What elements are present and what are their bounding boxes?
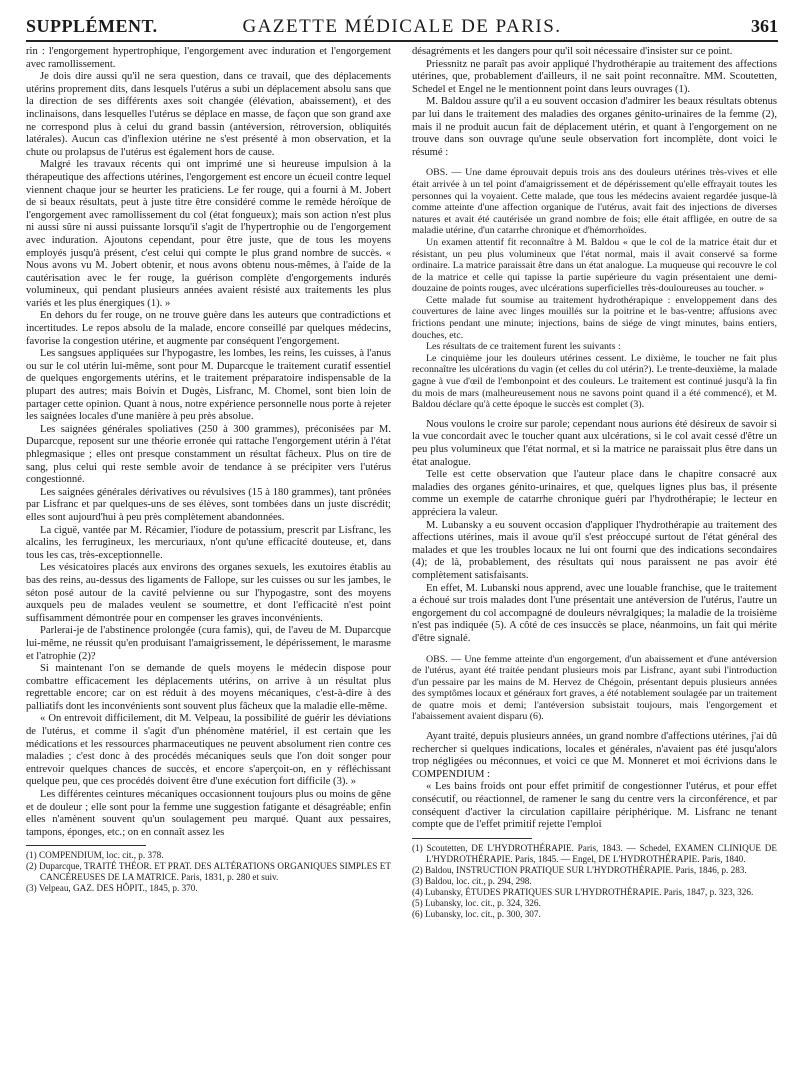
observation-lubansky <box>412 654 777 724</box>
footnote: (4) Lubansky, ÉTUDES PRATIQUES SUR L'HYDROTHÉRAPIE. Paris, 1847, p. 323, 326. <box>412 886 754 897</box>
paragraph: M. Baldou assure qu'il a eu souvent occasion d'admirer les beaux résultats obtenus par lui dans le traitement des maladies des organes génito-urinaires de la femme (2), mais il ne produit aucun fait de déplacement utérin, et quant à l'engorgement on ne trouve dans son ouvrage qu'une seule observation fort incomplète, dont voici le résumé : <box>412 96 777 158</box>
paragraph: « On entrevoit difficilement, dit M. Velpeau, la possibilité de guérir les déviations de l'utérus, et comme il s'agit d'un phénomène matériel, il est certain que les médications et les ressources pharmaceutiques ne peuvent absolument rien contre ces maladies ; c'est donc à des procédés mécaniques seuls que l'on doit songer pour entrevoir quelques chances de succès, et encore s'aperçoit-on, en y réfléchissant quelque peu, que ces procédés doivent être d'une exécution fort difficile (3). » <box>26 713 391 788</box>
observation-paragraph: OBS. — Une dame éprouvait depuis trois ans des douleurs utérines très-vives et elle était arrivée à un tel point d'amaigrissement et de dépérissement qu'elle effrayait toutes les personnes qui la voyaient. Cette malade, que tous les médecins avaient regardée jusque-là comme atteinte d'une affection organique de l'utérus, avait fait des injections de diverses natures et avait été cautérisée un grand nombre de fois; elle était affligée, en outre de sa maladie utérine, d'un catarrhe chronique et d'hémorrhoïdes. <box>412 167 777 237</box>
paragraph: « Les bains froids ont pour effet primitif de congestionner l'utérus, et pour effet consécutif, ou réactionnel, de ramener le sang du centre vers la circonférence, et par conséquent d'activer la circulation capillaire périphérique. M. Lisfranc ne tenant compte que de l'effet primitif rejette l'emploi <box>412 781 777 831</box>
paragraph: Malgré les travaux récents qui ont imprimé une si heureuse impulsion à la thérapeutique des affections utérines, l'engorgement est encore un écueil contre lequel viennent chaque jour se heurter les praticiens. Le fer rouge, qui a fourni à M. Jobert de si beaux résultats, peut à juste titre être considéré comme le remède héroïque de l'engorgement avec ramollissement du col (état fongueux); mais son action n'est plus ni aussi sûre ni aussi puissante lorsqu'il s'agit de l'hypertrophie ou de l'engorgement avec induration. Ajoutons cependant, pour être juste, que de tous les moyens employés jusqu'à présent, c'est celui qui compte le plus grand nombre de succès. « Nous avons vu M. Jobert obtenir, et nous avons obtenu nous-mêmes, à l'aide de la cautérisation avec le fer rouge, la guérison complète d'engorgements indurés volumineux, qui pendant plusieurs années avaient résisté aux traitements les plus variés et les plus énergiques (1). » <box>26 159 391 309</box>
paragraph: La ciguë, vantée par M. Récamier, l'iodure de potassium, prescrit par Lisfranc, les alcalins, les ferrugineux, les mercuriaux, n'ont qu'une efficacité douteuse, et, dans tous les cas, très-exceptionnelle. <box>26 524 391 561</box>
footnote: (1) COMPENDIUM, loc. cit., p. 378. <box>26 850 164 861</box>
footnote: (5) Lubansky, loc. cit., p. 324, 326. <box>412 897 541 908</box>
paragraph: Les sangsues appliquées sur l'hypogastre, les lombes, les reins, les cuisses, à l'anus ou sur le col utérin lui-même, sont pour M. Duparcque le traitement curatif essentiel de quelques engorgements utérins, et le traitement préparatoire indispensable de la plupart des autres; mais Boivin et Dugès, Lisfranc, M. Chomel, sont bien loin de partager cette opinion. Quant à nous, notre expérience personnelle nous porte à rejeter les saignées locales d'une manière à peu près absolue. <box>26 348 391 423</box>
paragraph: En dehors du fer rouge, on ne trouve guère dans les auteurs que contradictions et incertitudes. Le repos absolu de la malade, encore conseillé par quelques médecins, favorise la congestion utérine, et augmente par conséquent l'engorgement. <box>26 310 391 347</box>
footnote: (2) Duparcque, TRAITÉ THÉOR. ET PRAT. DES ALTÉRATIONS ORGANIQUES SIMPLES ET CANCÉREUSES DE LA MATRICE. Paris, 1831, p. 280 et suiv. <box>26 861 391 883</box>
paragraph: Parlerai-je de l'abstinence prolongée (cura famis), qui, de l'aveu de M. Duparcque lui-même, ne réussit qu'en produisant l'amaigrissement, le dépérissement, le marasme et l'atrophie (2)? <box>26 625 391 662</box>
footnote: (2) Baldou, INSTRUCTION PRATIQUE SUR L'HYDROTHÉRAPIE. Paris, 1846, p. 283. <box>412 864 747 875</box>
left-footnotes <box>26 850 391 894</box>
journal-title: GAZETTE MÉDICALE DE PARIS. <box>242 16 562 37</box>
observation-paragraph: Le cinquième jour les douleurs utérines cessent. Le dixième, le toucher ne fait plus reconnaître les ulcérations du vagin (et celles du col utérin?). Le trente-deuxième, la malade gagne à vue d'œil de l'embonpoint et des couleurs. Le traitement est continué jusqu'à la fin du mois de mars (malheureusement nous ne savons point quand il a été commencé), et M. Baldou déclare qu'à cette époque le succès est complet (3). <box>412 352 777 411</box>
paragraph: Les saignées générales spoliatives (250 à 300 grammes), préconisées par M. Duparcque, reposent sur une théorie erronée qui rattache l'engorgement utérin à l'état phlegmasique ; elles ont presque constamment un résultat fâcheux. Plus on tire de sang, plus celui qui reste semble avoir de tendance à se précipiter vers l'utérus congestionné. <box>26 423 391 486</box>
page-number: 361 <box>751 16 778 36</box>
footnote-rule <box>412 838 532 839</box>
footnote: (6) Lubansky, loc. cit., p. 300, 307. <box>412 908 541 919</box>
paragraph: Les différentes ceintures mécaniques occasionnent toujours plus ou moins de gêne et de douleur ; elle sont pour la femme une suggestion fatigante et désagréable; enfin elles n'amènent souvent qu'un soulagement peu marqué. Quant aux pessaires, tampons, éponges, etc.; on en connaît assez les <box>26 789 391 838</box>
right-column <box>412 46 777 920</box>
paragraph: Telle est cette observation que l'auteur place dans le chapitre consacré aux maladies des organes génito-urinaires, et que, quelques lignes plus bas, il présente comme un exemple de catarrhe chronique guéri par l'hydrothérapie; le lecteur en appréciera la valeur. <box>412 469 777 518</box>
observation-baldou <box>412 167 777 410</box>
right-footnotes <box>412 843 777 920</box>
footnote: (3) Velpeau, GAZ. DES HÔPIT., 1845, p. 370. <box>26 883 198 894</box>
paragraph: Priessnitz ne paraît pas avoir appliqué l'hydrothérapie au traitement des affections utérines, que, probablement d'ailleurs, il ne sait point reconnaître. MM. Scoutetten, Schedel et Engel ne le mentionnent point dans leurs ouvrages (1). <box>412 58 777 95</box>
observation-paragraph: Un examen attentif fit reconnaître à M. Baldou « que le col de la matrice était dur et résistant, un peu plus volumineux que l'état normal, mais il avait conservé sa forme ordinaire. La matrice paraissait être dans un état analogue. La muqueuse qui recouvre le col de la matrice et celle qui tapisse la partie supérieure du vagin présentaient une demi-douzaine de points rouges, avec ulcérations superficielles très-douloureuses au toucher. » <box>412 236 777 295</box>
footnote-rule <box>26 845 146 846</box>
paragraph: Les vésicatoires placés aux environs des organes sexuels, les exutoires établis au bas des reins, au-dessus des ligaments de Fallope, sur les cuisses ou sur les jambes, le séton posé autour de la cavité pelvienne ou sur l'hypogastre, sont des moyens auxquels peu de malades veulent se soumettre, et dont l'efficacité n'est point suffisamment démontrée pour en compenser les graves inconvénients. <box>26 562 391 624</box>
section-label: SUPPLÉMENT. <box>26 16 158 36</box>
paragraph: Si maintenant l'on se demande de quels moyens le médecin dispose pour combattre efficacement les déplacements utérins, on arrive à un résultat plus regrettable encore; car on est réduit à des moyens mécaniques, c'est-à-dire à des palliatifs dont les inconvénients sont souvent plus fâcheux que la maladie elle-même. <box>26 663 391 712</box>
paragraph: M. Lubansky a eu souvent occasion d'appliquer l'hydrothérapie au traitement des affections utérines, mais il avoue qu'il s'est préoccupé surtout de l'état général des malades et que les troubles locaux ne lui ont fourni que des indications secondaires (4); de là, probablement, des résultats qui nous paraissent ne pas avoir été complètement satisfaisants. <box>412 519 777 581</box>
observation-paragraph: Les résultats de ce traitement furent les suivants : <box>426 341 621 353</box>
header-rule <box>26 40 778 42</box>
paragraph: Je dois dire aussi qu'il ne sera question, dans ce travail, que des déplacements utérins proprement dits, dans lesquels l'utérus a subi un déplacement absolu sans que la direction de ses différents axes soit changée (élévation, abaissement), et des inclinaisons, dans lesquelles l'utérus se déplace en masse, de façon que son grand axe ne correspond plus à celui du grand bassin (antéversion, rétroversion, obliquités latérales). Aucun cas d'inflexion utérine ne s'est présenté à mon observation, et la chute ou prolapsus de l'utérus est également hors de cause. <box>26 71 391 158</box>
paragraph: Les saignées générales dérivatives ou révulsives (15 à 180 grammes), tant prônées par Lisfranc et par quelques-uns de ses élèves, sont tombées dans un juste discrédit; elles sont aujourd'hui à peu près complètement abandonnées. <box>26 486 391 523</box>
footnote: (1) Scoutetten, DE L'HYDROTHÉRAPIE. Paris, 1843. — Schedel, EXAMEN CLINIQUE DE L'HYDROTHÉRAPIE. Paris, 1845. — Engel, DE L'HYDROTHÉRAPIE. Paris, 1840. <box>412 842 777 864</box>
left-column <box>26 46 391 894</box>
observation-paragraph: OBS. — Une femme atteinte d'un engorgement, d'un abaissement et d'une antéversion de l'utérus, ayant été traitée pendant plusieurs mois par Lisfranc, ayant subi l'introduction d'un pessaire par les mains de M. Hervez de Chégoin, présentant depuis plusieurs années des symptômes locaux et généraux fort graves, a été notablement soulagée par un traitement de quatre mois et demi; l'antéversion subsistait toujours, mais l'engorgement et l'abaissement avaient disparu (6). <box>412 653 777 723</box>
paragraph: rin : l'engorgement hypertrophique, l'engorgement avec induration et l'engorgement avec ramollissement. <box>26 46 391 70</box>
paragraph: désagréments et les dangers pour qu'il soit nécessaire d'insister sur ce point. <box>412 46 733 57</box>
observation-paragraph: Cette malade fut soumise au traitement hydrothérapique : enveloppement dans des couvertures de laine avec linges mouillés sur la poitrine et le bas-ventre; affusions avec frictions pendant une minute; injections, bains de siége de vingt minutes, bains entiers, douches, etc. <box>412 294 777 341</box>
footnote: (3) Baldou, loc. cit., p. 294, 298. <box>412 875 532 886</box>
paragraph: En effet, M. Lubanski nous apprend, avec une louable franchise, que le traitement a échoué sur trois malades dont l'une présentait une antéversion de l'utérus, l'autre un engorgement du col accompagné de douleurs névralgiques; la maladie de la troisième n'est pas indiquée (5). A côté de ces insuccès se place, néanmoins, un fait qui mérite d'être signalé. <box>412 582 777 644</box>
paragraph: Nous voulons le croire sur parole; cependant nous aurions été désireux de savoir si la vue concordait avec le toucher quant aux ulcérations, si le col avait cessé d'être un peu plus volumineux que l'état normal, et si la matrice ne paraissait plus être dans un état analogue. <box>412 418 777 468</box>
paragraph: Ayant traité, depuis plusieurs années, un grand nombre d'affections utérines, j'ai dû rechercher si quelques indications, locales et générales, n'avaient pas été jusqu'alors trop négligées ou méconnues, et voici ce que M. Monneret et moi écrivions dans le COMPENDIUM : <box>412 731 777 780</box>
